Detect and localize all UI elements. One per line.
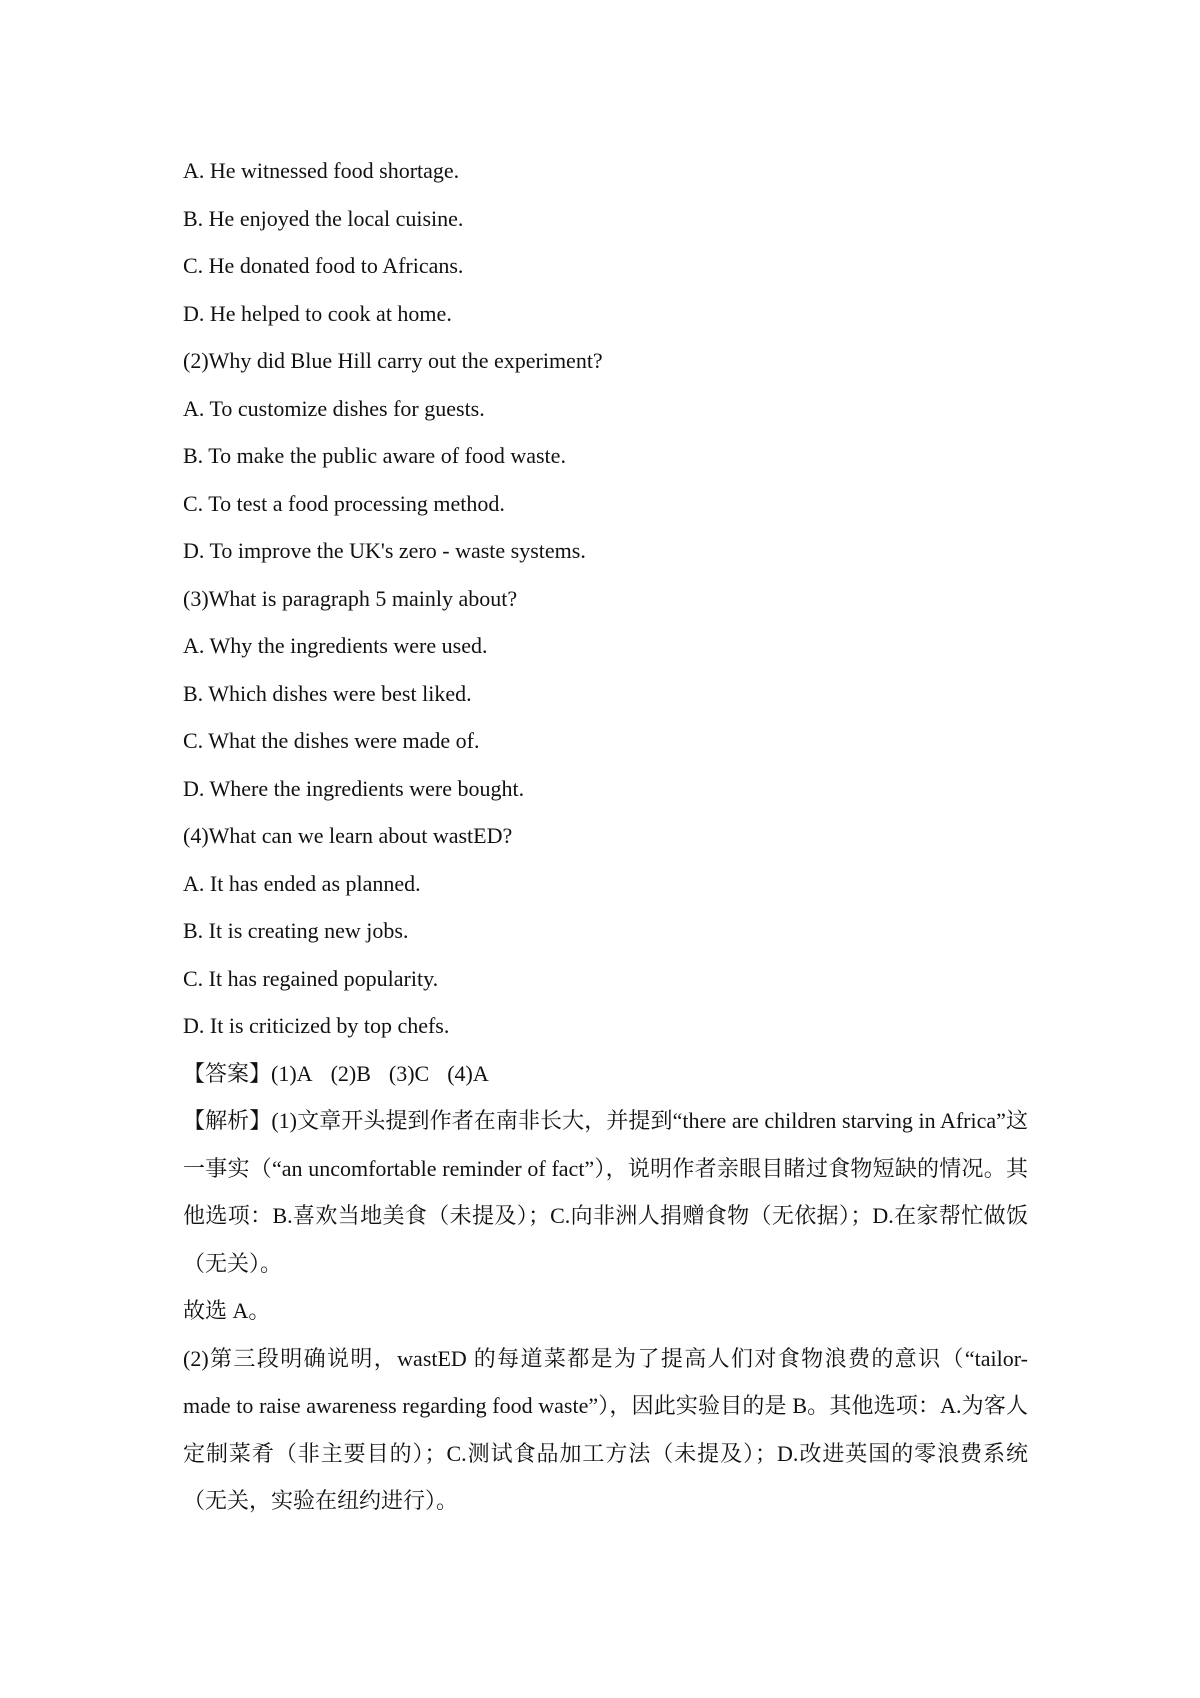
analysis-q1-text: (1)文章开头提到作者在南非长大，并提到“there are children starving in Africa”这一事实（“an uncomfortable reminder of fact”），说明作者亲眼目睹过食物短缺的情况。其他选项：B.喜欢当地美食（未提及）；C.向非洲人捐赠食物（无依据）；D.在家帮忙做饭（无关）。 — [183, 1108, 1028, 1276]
question-4-option-a: A. It has ended as planned. — [183, 870, 421, 896]
document-page — [183, 147, 1028, 1525]
question-4 — [183, 812, 1028, 1050]
question-2 — [183, 337, 1028, 575]
question-2-option-b: B. To make the public aware of food waste. — [183, 443, 566, 468]
answer-item-2: (2)B — [330, 1060, 371, 1086]
answer-label: 【答案】 — [183, 1060, 272, 1086]
question-2-option-a: A. To customize dishes for guests. — [183, 395, 485, 421]
question-1-option-a: A. He witnessed food shortage. — [183, 158, 460, 183]
analysis-section — [183, 1097, 1028, 1525]
analysis-q1-conclusion: 故选 A。 — [183, 1298, 271, 1323]
question-1 — [183, 147, 1028, 337]
analysis-label: 【解析】 — [183, 1108, 272, 1133]
question-1-option-c: C. He donated food to Africans. — [183, 253, 464, 278]
question-2-option-c: C. To test a food processing method. — [183, 490, 505, 516]
analysis-q1 — [183, 1097, 1028, 1287]
question-3-option-a: A. Why the ingredients were used. — [183, 633, 488, 658]
question-3-option-b: B. Which dishes were best liked. — [183, 680, 472, 706]
question-2-stem: (2)Why did Blue Hill carry out the experiment? — [183, 348, 603, 373]
question-4-option-c: C. It has regained popularity. — [183, 965, 439, 991]
question-4-option-d: D. It is criticized by top chefs. — [183, 1013, 450, 1038]
answer-item-1: (1)A — [271, 1060, 313, 1086]
answer-line — [183, 1050, 1028, 1098]
question-1-option-d: D. He helped to cook at home. — [183, 300, 452, 326]
answer-item-4: (4)A — [447, 1060, 489, 1086]
question-1-option-b: B. He enjoyed the local cuisine. — [183, 205, 464, 231]
question-3 — [183, 575, 1028, 813]
question-4-stem: (4)What can we learn about wastED? — [183, 823, 513, 848]
question-2-option-d: D. To improve the UK's zero - waste systems. — [183, 538, 586, 563]
question-3-stem: (3)What is paragraph 5 mainly about? — [183, 585, 518, 611]
question-3-option-c: C. What the dishes were made of. — [183, 728, 480, 753]
question-4-option-b: B. It is creating new jobs. — [183, 918, 409, 943]
answer-item-3: (3)C — [388, 1060, 430, 1086]
question-3-option-d: D. Where the ingredients were bought. — [183, 775, 525, 801]
analysis-q2: (2)第三段明确说明，wastED 的每道菜都是为了提高人们对食物浪费的意识（“tailor-made to raise awareness regarding food waste”），因此实验目的是 B。其他选项：A.为客人定制菜肴（非主要目的）；C.测试食品加工方法（未提及）；D.改进英国的零浪费系统（无关，实验在纽约进行）。 — [183, 1345, 1028, 1513]
